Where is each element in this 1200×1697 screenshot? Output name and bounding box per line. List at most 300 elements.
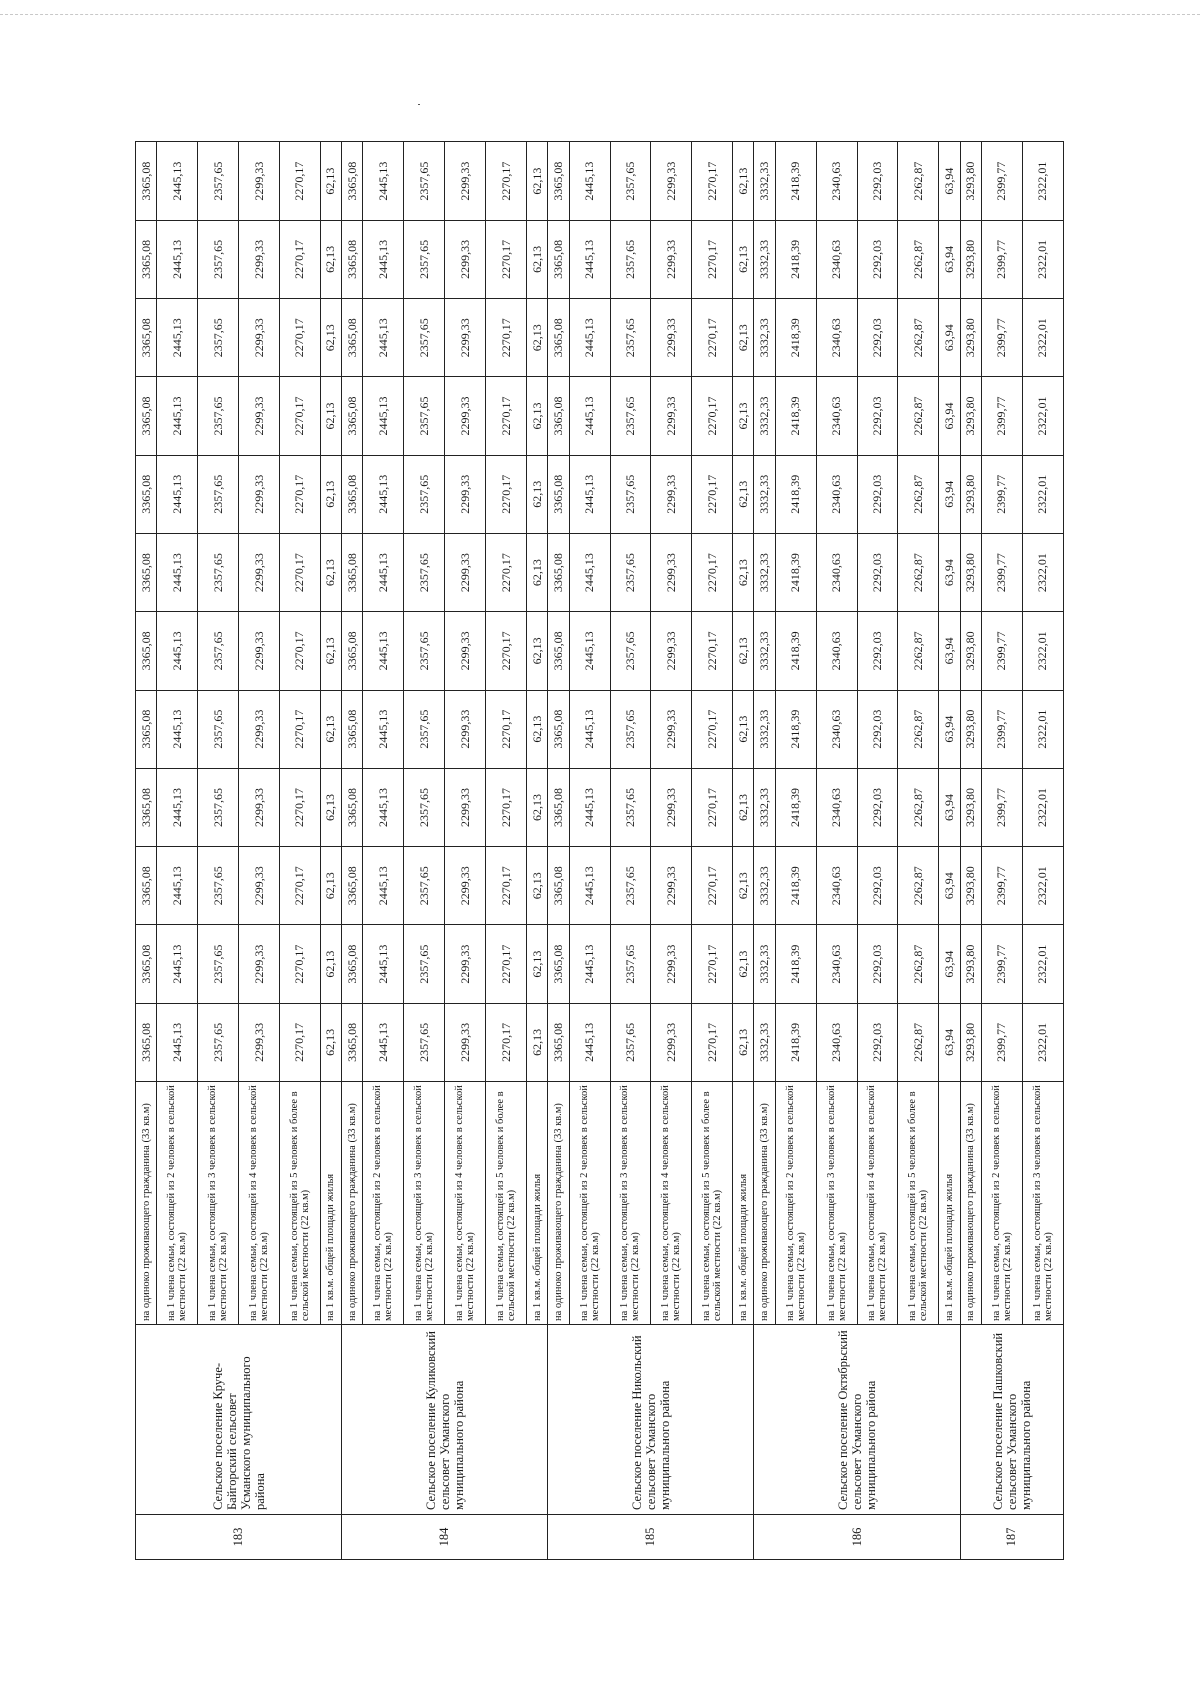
- category-label: на 1 члена семьи, состоящей из 2 человек в сельской местности (22 кв.м): [569, 1082, 610, 1325]
- rate-value: 2262,87: [898, 533, 939, 611]
- rate-value: 3332,33: [754, 377, 775, 455]
- rate-value: 3365,08: [548, 612, 569, 690]
- category-label: на 1 члена семьи, состоящей из 2 человек в сельской местности (22 кв.м): [157, 1082, 198, 1325]
- rate-value: 2270,17: [279, 142, 320, 220]
- rate-value: 2357,65: [198, 377, 239, 455]
- rate-value: 2357,65: [404, 377, 445, 455]
- rate-value: 3293,80: [960, 847, 981, 925]
- rate-value: 62,13: [526, 768, 547, 846]
- rate-value: 62,13: [526, 612, 547, 690]
- rate-value: 3365,08: [136, 690, 157, 768]
- rate-value: 2299,33: [651, 1003, 692, 1081]
- rate-value: 62,13: [733, 768, 754, 846]
- rate-value: 2322,01: [1022, 377, 1063, 455]
- rate-value: 2299,33: [445, 377, 486, 455]
- rate-value: 2270,17: [279, 533, 320, 611]
- rate-value: 2292,03: [857, 612, 898, 690]
- rate-value: 2357,65: [404, 925, 445, 1003]
- rate-value: 2270,17: [692, 142, 733, 220]
- rate-value: 3293,80: [960, 455, 981, 533]
- settlement-number: 185: [548, 1515, 754, 1560]
- rate-value: 2357,65: [198, 847, 239, 925]
- rate-value: 2357,65: [610, 220, 651, 298]
- rate-value: 2357,65: [404, 533, 445, 611]
- rate-value: 3365,08: [136, 220, 157, 298]
- rate-value: 2270,17: [486, 220, 527, 298]
- rate-value: 2399,77: [981, 299, 1022, 377]
- rate-value: 3365,08: [136, 768, 157, 846]
- category-label: на 1 члена семьи, состоящей из 4 человек в сельской местности (22 кв.м): [857, 1082, 898, 1325]
- rate-value: 2270,17: [279, 612, 320, 690]
- category-label: на 1 члена семьи, состоящей из 4 человек в сельской местности (22 кв.м): [445, 1082, 486, 1325]
- rate-value: 3365,08: [342, 377, 363, 455]
- rate-value: 2262,87: [898, 690, 939, 768]
- rate-value: 2322,01: [1022, 533, 1063, 611]
- rate-value: 2299,33: [651, 377, 692, 455]
- rate-value: 62,13: [526, 533, 547, 611]
- rate-value: 3365,08: [548, 847, 569, 925]
- rate-value: 2340,63: [816, 847, 857, 925]
- table-row: [548, 142, 569, 1560]
- rate-value: 62,13: [733, 533, 754, 611]
- rate-value: 2299,33: [239, 220, 280, 298]
- rate-value: 2322,01: [1022, 455, 1063, 533]
- rate-value: 3365,08: [342, 612, 363, 690]
- rate-value: 2357,65: [610, 768, 651, 846]
- rate-value: 63,94: [939, 142, 960, 220]
- rate-value: 2445,13: [157, 220, 198, 298]
- rate-value: 2357,65: [610, 612, 651, 690]
- rate-value: 62,13: [320, 768, 341, 846]
- rate-value: 2262,87: [898, 768, 939, 846]
- settlement-number: 187: [960, 1515, 1063, 1560]
- rate-value: 3332,33: [754, 847, 775, 925]
- rate-value: 2418,39: [775, 847, 816, 925]
- rate-value: 62,13: [320, 925, 341, 1003]
- rate-value: 2270,17: [486, 925, 527, 1003]
- rate-value: 3332,33: [754, 455, 775, 533]
- category-label: на одиноко проживающего гражданина (33 кв.м): [136, 1082, 157, 1325]
- rate-value: 2270,17: [486, 533, 527, 611]
- category-label: на 1 члена семьи, состоящей из 2 человек в сельской местности (22 кв.м): [775, 1082, 816, 1325]
- rate-value: 3365,08: [548, 768, 569, 846]
- rate-value: 2357,65: [404, 847, 445, 925]
- rate-value: 2418,39: [775, 377, 816, 455]
- rate-value: 3365,08: [136, 377, 157, 455]
- rate-value: 2418,39: [775, 768, 816, 846]
- rate-value: 2299,33: [239, 377, 280, 455]
- rate-value: 2292,03: [857, 377, 898, 455]
- rate-value: 2445,13: [363, 377, 404, 455]
- rate-value: 3365,08: [342, 768, 363, 846]
- rate-value: 2399,77: [981, 377, 1022, 455]
- rate-value: 2299,33: [445, 847, 486, 925]
- rate-value: 62,13: [733, 455, 754, 533]
- rate-value: 2299,33: [651, 768, 692, 846]
- rate-value: 62,13: [320, 377, 341, 455]
- category-label: на 1 члена семьи, состоящей из 3 человек в сельской местности (22 кв.м): [404, 1082, 445, 1325]
- rate-value: 3293,80: [960, 925, 981, 1003]
- table-row: [960, 142, 981, 1560]
- rate-value: 2445,13: [569, 925, 610, 1003]
- rate-value: 2418,39: [775, 142, 816, 220]
- rate-value: 2445,13: [363, 612, 404, 690]
- rate-value: 2357,65: [610, 299, 651, 377]
- rate-value: 2445,13: [363, 847, 404, 925]
- rate-value: 62,13: [320, 299, 341, 377]
- rate-value: 62,13: [320, 690, 341, 768]
- rate-value: 2445,13: [363, 1003, 404, 1081]
- rate-value: 2299,33: [651, 220, 692, 298]
- rate-value: 3365,08: [548, 455, 569, 533]
- rate-value: 2357,65: [198, 690, 239, 768]
- rate-value: 3365,08: [342, 1003, 363, 1081]
- rate-value: 2445,13: [363, 142, 404, 220]
- rate-value: 2357,65: [610, 533, 651, 611]
- rate-value: 2270,17: [692, 377, 733, 455]
- rate-value: 2445,13: [157, 847, 198, 925]
- rate-value: 2418,39: [775, 925, 816, 1003]
- rate-value: 2357,65: [610, 690, 651, 768]
- settlement-name: Сельское поселение Пашковский сельсовет Усманского муниципального района: [960, 1325, 1063, 1515]
- rate-value: 2445,13: [569, 690, 610, 768]
- rate-value: 3293,80: [960, 377, 981, 455]
- rate-value: 62,13: [733, 220, 754, 298]
- category-label: на 1 члена семьи, состоящей из 5 человек и более в сельской местности (22 кв.м): [898, 1082, 939, 1325]
- category-label: на 1 кв.м. общей площади жилья: [733, 1082, 754, 1325]
- rate-value: 2357,65: [198, 768, 239, 846]
- rate-value: 2445,13: [157, 533, 198, 611]
- rate-value: 2299,33: [239, 1003, 280, 1081]
- rate-value: 2262,87: [898, 847, 939, 925]
- rate-value: 62,13: [733, 847, 754, 925]
- rate-value: 2357,65: [404, 612, 445, 690]
- rate-value: 2262,87: [898, 142, 939, 220]
- rate-value: 2399,77: [981, 1003, 1022, 1081]
- rate-value: 62,13: [526, 220, 547, 298]
- rate-value: 63,94: [939, 533, 960, 611]
- rate-value: 3293,80: [960, 299, 981, 377]
- rate-value: 2262,87: [898, 377, 939, 455]
- rate-value: 2270,17: [486, 768, 527, 846]
- rate-value: 2418,39: [775, 1003, 816, 1081]
- rate-value: 2357,65: [404, 690, 445, 768]
- rate-value: 3293,80: [960, 533, 981, 611]
- rates-table: [135, 141, 1064, 1560]
- rate-value: 2445,13: [363, 925, 404, 1003]
- rate-value: 2270,17: [279, 299, 320, 377]
- rate-value: 2299,33: [445, 768, 486, 846]
- rate-value: 2299,33: [445, 1003, 486, 1081]
- rate-value: 2270,17: [692, 299, 733, 377]
- rate-value: 2262,87: [898, 612, 939, 690]
- rate-value: 3365,08: [548, 142, 569, 220]
- scan-edge-line: [0, 14, 1200, 15]
- rate-value: 2322,01: [1022, 220, 1063, 298]
- rate-value: 2299,33: [239, 847, 280, 925]
- rate-value: 3293,80: [960, 220, 981, 298]
- rate-value: 2270,17: [486, 1003, 527, 1081]
- rate-value: 63,94: [939, 925, 960, 1003]
- rate-value: 62,13: [733, 612, 754, 690]
- settlement-name: Сельское поселение Куликовский сельсовет Усманского муниципального района: [342, 1325, 548, 1515]
- rate-value: 3365,08: [342, 925, 363, 1003]
- rate-value: 2270,17: [279, 925, 320, 1003]
- rate-value: 2262,87: [898, 1003, 939, 1081]
- rate-value: 2357,65: [404, 768, 445, 846]
- rate-value: 2340,63: [816, 220, 857, 298]
- rate-value: 2357,65: [404, 455, 445, 533]
- rate-value: 2292,03: [857, 533, 898, 611]
- table-row: [754, 142, 775, 1560]
- rate-value: 62,13: [733, 925, 754, 1003]
- rate-value: 2357,65: [198, 455, 239, 533]
- rate-value: 3332,33: [754, 925, 775, 1003]
- rate-value: 2299,33: [239, 925, 280, 1003]
- rate-value: 3365,08: [548, 925, 569, 1003]
- rate-value: 3332,33: [754, 768, 775, 846]
- rate-value: 63,94: [939, 847, 960, 925]
- rate-value: 2299,33: [239, 455, 280, 533]
- rate-value: 3293,80: [960, 768, 981, 846]
- table-row: [342, 142, 363, 1560]
- rate-value: 2445,13: [157, 690, 198, 768]
- rate-value: 2270,17: [279, 690, 320, 768]
- rate-value: 63,94: [939, 1003, 960, 1081]
- rate-value: 2270,17: [692, 690, 733, 768]
- category-label: на 1 члена семьи, состоящей из 5 человек и более в сельской местности (22 кв.м): [279, 1082, 320, 1325]
- rate-value: 2445,13: [569, 455, 610, 533]
- rate-value: 62,13: [320, 142, 341, 220]
- rate-value: 2340,63: [816, 455, 857, 533]
- rate-value: 2322,01: [1022, 1003, 1063, 1081]
- rate-value: 2399,77: [981, 847, 1022, 925]
- rate-value: 63,94: [939, 612, 960, 690]
- rate-value: 2445,13: [569, 768, 610, 846]
- rate-value: 2357,65: [404, 142, 445, 220]
- scan-speck: [418, 104, 420, 105]
- rate-value: 2445,13: [363, 533, 404, 611]
- rate-value: 2299,33: [651, 142, 692, 220]
- rate-value: 2445,13: [569, 299, 610, 377]
- rate-value: 2270,17: [279, 768, 320, 846]
- rate-value: 2299,33: [651, 455, 692, 533]
- rate-value: 2299,33: [239, 768, 280, 846]
- rate-value: 63,94: [939, 455, 960, 533]
- rate-value: 2270,17: [692, 220, 733, 298]
- rate-value: 3365,08: [548, 1003, 569, 1081]
- rate-value: 2299,33: [239, 142, 280, 220]
- rate-value: 2399,77: [981, 768, 1022, 846]
- rate-value: 2299,33: [651, 847, 692, 925]
- rate-value: 3293,80: [960, 612, 981, 690]
- rate-value: 3293,80: [960, 1003, 981, 1081]
- rate-value: 3332,33: [754, 220, 775, 298]
- category-label: на 1 кв.м. общей площади жилья: [526, 1082, 547, 1325]
- rate-value: 2357,65: [610, 925, 651, 1003]
- rate-value: 62,13: [526, 299, 547, 377]
- rate-value: 3293,80: [960, 690, 981, 768]
- rate-value: 63,94: [939, 690, 960, 768]
- rate-value: 2340,63: [816, 612, 857, 690]
- rate-value: 2270,17: [692, 455, 733, 533]
- rotated-table-wrapper: [135, 142, 1064, 1560]
- rate-value: 2299,33: [239, 690, 280, 768]
- rate-value: 2357,65: [198, 1003, 239, 1081]
- rate-value: 63,94: [939, 220, 960, 298]
- rate-value: 2445,13: [569, 847, 610, 925]
- rate-value: 2322,01: [1022, 847, 1063, 925]
- rate-value: 2270,17: [692, 612, 733, 690]
- rate-value: 3365,08: [342, 455, 363, 533]
- rate-value: 3332,33: [754, 142, 775, 220]
- rate-value: 3365,08: [136, 299, 157, 377]
- rate-value: 2292,03: [857, 455, 898, 533]
- rate-value: 62,13: [320, 455, 341, 533]
- rate-value: 2270,17: [692, 768, 733, 846]
- rate-value: 2445,13: [157, 455, 198, 533]
- rate-value: 62,13: [526, 142, 547, 220]
- rate-value: 3365,08: [342, 220, 363, 298]
- rate-value: 2292,03: [857, 925, 898, 1003]
- rate-value: 2445,13: [157, 925, 198, 1003]
- rate-value: 62,13: [526, 925, 547, 1003]
- rate-value: 2445,13: [157, 299, 198, 377]
- rate-value: 3365,08: [136, 1003, 157, 1081]
- rate-value: 2445,13: [363, 455, 404, 533]
- rate-value: 2445,13: [157, 1003, 198, 1081]
- rate-value: 2262,87: [898, 220, 939, 298]
- rate-value: 2340,63: [816, 142, 857, 220]
- settlement-name: Сельское поселение Октябрьский сельсовет Усманского муниципального района: [754, 1325, 960, 1515]
- rate-value: 3365,08: [136, 533, 157, 611]
- rate-value: 3365,08: [342, 142, 363, 220]
- category-label: на 1 члена семьи, состоящей из 5 человек и более в сельской местности (22 кв.м): [692, 1082, 733, 1325]
- rate-value: 2445,13: [363, 768, 404, 846]
- category-label: на одиноко проживающего гражданина (33 кв.м): [342, 1082, 363, 1325]
- rate-value: 2270,17: [692, 925, 733, 1003]
- rate-value: 2292,03: [857, 220, 898, 298]
- rate-value: 2399,77: [981, 533, 1022, 611]
- rate-value: 2299,33: [445, 533, 486, 611]
- rate-value: 2262,87: [898, 299, 939, 377]
- rate-value: 3332,33: [754, 612, 775, 690]
- rate-value: 2340,63: [816, 925, 857, 1003]
- rate-value: 2445,13: [569, 142, 610, 220]
- rate-value: 62,13: [733, 377, 754, 455]
- rate-value: 63,94: [939, 377, 960, 455]
- rate-value: 3365,08: [548, 220, 569, 298]
- category-label: на 1 члена семьи, состоящей из 3 человек в сельской местности (22 кв.м): [198, 1082, 239, 1325]
- rate-value: 2270,17: [486, 455, 527, 533]
- rate-value: 2357,65: [610, 455, 651, 533]
- rate-value: 2399,77: [981, 690, 1022, 768]
- table-row: [136, 142, 157, 1560]
- rate-value: 2299,33: [651, 612, 692, 690]
- rate-value: 2445,13: [569, 377, 610, 455]
- category-label: на одиноко проживающего гражданина (33 кв.м): [754, 1082, 775, 1325]
- rate-value: 2357,65: [198, 612, 239, 690]
- rate-value: 2357,65: [404, 220, 445, 298]
- rate-value: 2357,65: [610, 847, 651, 925]
- rate-value: 2445,13: [157, 377, 198, 455]
- rate-value: 2299,33: [445, 612, 486, 690]
- category-label: на 1 члена семьи, состоящей из 3 человек в сельской местности (22 кв.м): [610, 1082, 651, 1325]
- rate-value: 2445,13: [157, 612, 198, 690]
- rate-value: 2262,87: [898, 455, 939, 533]
- rate-value: 2270,17: [486, 612, 527, 690]
- rate-value: 63,94: [939, 768, 960, 846]
- rate-value: 2357,65: [404, 299, 445, 377]
- rate-value: 2445,13: [363, 220, 404, 298]
- rate-value: 2445,13: [569, 533, 610, 611]
- rate-value: 2357,65: [610, 142, 651, 220]
- rate-value: 2299,33: [445, 690, 486, 768]
- rate-value: 3332,33: [754, 533, 775, 611]
- rate-value: 2262,87: [898, 925, 939, 1003]
- rate-value: 2299,33: [445, 142, 486, 220]
- rate-value: 2270,17: [279, 377, 320, 455]
- rate-value: 2322,01: [1022, 612, 1063, 690]
- rate-value: 2418,39: [775, 299, 816, 377]
- rate-value: 62,13: [526, 847, 547, 925]
- category-label: на 1 члена семьи, состоящей из 5 человек и более в сельской местности (22 кв.м): [486, 1082, 527, 1325]
- rate-value: 2445,13: [363, 299, 404, 377]
- rate-value: 2445,13: [569, 1003, 610, 1081]
- rate-value: 62,13: [320, 612, 341, 690]
- rate-value: 2270,17: [486, 377, 527, 455]
- rate-value: 2322,01: [1022, 690, 1063, 768]
- rate-value: 2270,17: [486, 299, 527, 377]
- rate-value: 62,13: [526, 1003, 547, 1081]
- category-label: на 1 члена семьи, состоящей из 2 человек в сельской местности (22 кв.м): [363, 1082, 404, 1325]
- category-label: на 1 кв.м. общей площади жилья: [939, 1082, 960, 1325]
- category-label: на одиноко проживающего гражданина (33 кв.м): [960, 1082, 981, 1325]
- category-label: на 1 члена семьи, состоящей из 3 человек в сельской местности (22 кв.м): [1022, 1082, 1063, 1325]
- rate-value: 62,13: [320, 220, 341, 298]
- rate-value: 2299,33: [445, 299, 486, 377]
- rate-value: 62,13: [733, 142, 754, 220]
- rate-value: 2357,65: [198, 299, 239, 377]
- rate-value: 2270,17: [486, 142, 527, 220]
- rate-value: 62,13: [526, 690, 547, 768]
- rate-value: 2270,17: [486, 690, 527, 768]
- rate-value: 63,94: [939, 299, 960, 377]
- rate-value: 2299,33: [445, 925, 486, 1003]
- rate-value: 2340,63: [816, 768, 857, 846]
- rate-value: 3365,08: [342, 847, 363, 925]
- rate-value: 2299,33: [651, 925, 692, 1003]
- rate-value: 2399,77: [981, 925, 1022, 1003]
- rate-value: 2418,39: [775, 220, 816, 298]
- rate-value: 2357,65: [198, 220, 239, 298]
- rate-value: 2445,13: [569, 220, 610, 298]
- rate-value: 3365,08: [342, 690, 363, 768]
- rate-value: 3365,08: [548, 690, 569, 768]
- rate-value: 2445,13: [363, 690, 404, 768]
- rate-value: 2399,77: [981, 142, 1022, 220]
- rate-value: 2270,17: [692, 533, 733, 611]
- category-label: на 1 члена семьи, состоящей из 4 человек в сельской местности (22 кв.м): [239, 1082, 280, 1325]
- rate-value: 62,13: [320, 533, 341, 611]
- rate-value: 3365,08: [136, 612, 157, 690]
- rate-value: 2357,65: [198, 533, 239, 611]
- rate-value: 3365,08: [548, 377, 569, 455]
- settlement-number: 183: [136, 1515, 342, 1560]
- rate-value: 3293,80: [960, 142, 981, 220]
- rate-value: 2299,33: [651, 690, 692, 768]
- rate-value: 2292,03: [857, 299, 898, 377]
